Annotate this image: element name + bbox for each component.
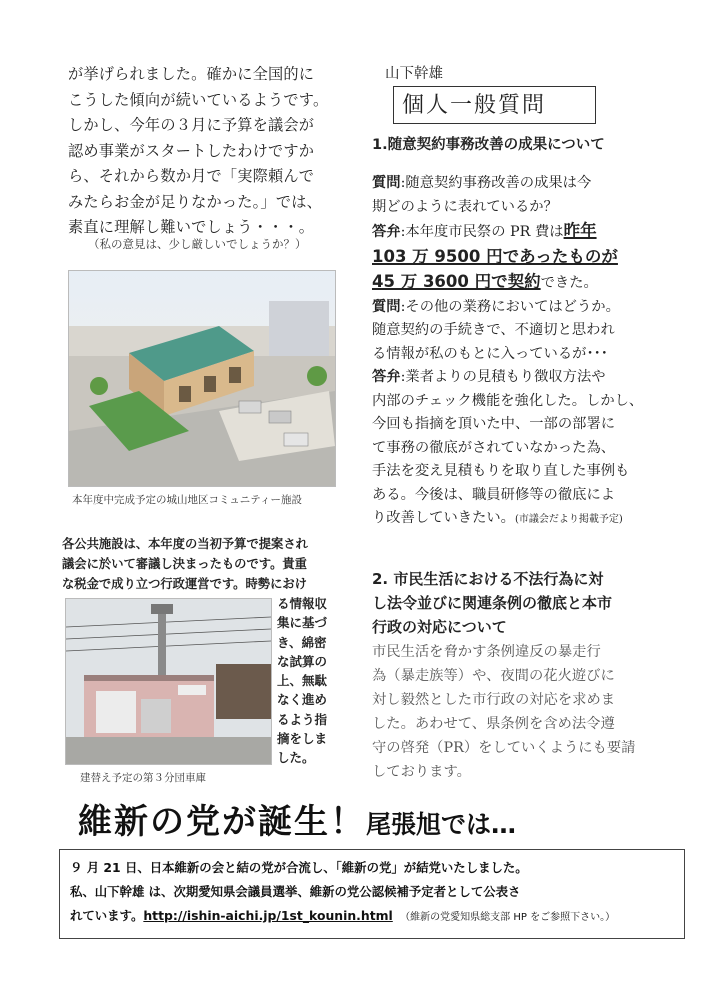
a2-line: 今回も指摘を頂いた中、一部の部署に: [372, 416, 616, 432]
side-paragraph-line: した。: [277, 750, 315, 766]
q1-text: :随意契約事務改善の成果は今: [400, 175, 592, 191]
a1-text: :本年度市民祭の PR 費は: [400, 224, 564, 240]
paragraph-line: ら、それから数か月で「実際頼んで: [68, 167, 315, 185]
paragraph-line: しかし、今年の３月に予算を議会が: [68, 116, 315, 134]
left-paragraph: [68, 62, 368, 241]
paragraph-line: 認め事業がスタートしたわけですか: [68, 141, 315, 160]
a2-line: 内部のチェック機能を強化した。しかし、: [372, 392, 644, 409]
bold-paragraph-line: 議会に於いて審議し決まったものです。貴重: [62, 557, 307, 571]
paragraph-line: みたらお金が足りなかった。」では、: [68, 192, 322, 211]
photo2-caption: 建替え予定の第３分団車庫: [80, 772, 206, 784]
a2-line: ある。今後は、職員研修等の徹底によ: [372, 486, 616, 503]
paragraph-line: こうした傾向が続いているようです。: [68, 90, 329, 109]
a1-highlight-3: 45 万 3600 円で契約: [372, 272, 541, 291]
side-paragraph-line: な試算の: [277, 653, 328, 669]
side-paragraph: [277, 594, 347, 768]
q1-text-cont: 期どのように表れているか？: [372, 198, 558, 215]
q2-line: 随意契約の手続きで、不適切と思われ: [372, 322, 615, 338]
q2-label: 質問: [372, 298, 401, 315]
paragraph-line: が挙げられました。確かに全国的に: [68, 65, 315, 83]
community-facility-illustration: [69, 271, 335, 486]
section1-title: 1.随意契約事務改善の成果について: [372, 137, 605, 153]
paragraph-line: 素直に理解し難いでしょう・・・。: [68, 218, 315, 236]
side-paragraph-line: 集に基づ: [277, 615, 328, 631]
banner-main: 維新の党が誕生！: [78, 802, 366, 842]
bold-paragraph-line: 各公共施設は、本年度の当初予算で提案され: [62, 537, 308, 551]
a2-label: 答弁: [372, 369, 401, 385]
banner-sub: 尾張旭では…: [366, 810, 517, 839]
side-paragraph-line: 上、無駄: [277, 673, 328, 689]
side-paragraph-line: なく進め: [277, 692, 328, 708]
community-facility-photo: [68, 270, 336, 487]
a1-highlight-1: 昨年: [563, 221, 597, 240]
section2-body-line: 市民生活を脅かす条例違反の暴走行: [372, 644, 601, 660]
section2-title-line: 2. 市民生活における不法行為に対: [372, 570, 604, 588]
section2-body-line: 対し毅然とした市行政の対応を求めま: [372, 692, 616, 708]
article-title: 個人一般質問: [393, 86, 596, 124]
q2-line: る情報が私のもとに入っているが･･･: [372, 345, 608, 362]
section2-body-line: した。あわせて、県条例を含め法令遵: [372, 716, 615, 732]
a2-line: 手法を変え見積もりを取り直した事例も: [372, 463, 630, 479]
bold-paragraph-line: な税金で成り立つ行政運営です。時勢におけ: [62, 577, 307, 591]
side-paragraph-line: る情報収: [277, 596, 328, 611]
announcement-line1: ９ 月 21 日、日本維新の会と結の党が合流し、「維新の党」が結党いたしました。: [70, 860, 528, 875]
section2-body-line: 守の啓発（PR）をしていくようにも要請: [372, 740, 636, 756]
fire-garage-photo: [65, 598, 272, 765]
fire-garage-illustration: [66, 599, 271, 764]
section2-body-line: 為（暴走族等）や、夜間の花火遊びに: [372, 668, 615, 684]
qa-block: [372, 172, 672, 532]
a2-note: (市議会だより掲載予定): [514, 514, 623, 525]
a1-highlight-2: 103 万 9500 円であったものが: [372, 246, 618, 266]
a1-text-end: できた。: [540, 275, 598, 291]
ishin-link[interactable]: http://ishin-aichi.jp/1st_kounin.html: [143, 908, 393, 923]
side-paragraph-line: 摘をしま: [277, 731, 328, 747]
section2-body: [372, 640, 672, 784]
side-paragraph-line: るよう指: [277, 711, 328, 727]
banner-headline: [78, 794, 678, 843]
section2-body-line: しております。: [372, 764, 471, 780]
link-note: （維新の党愛知県総支部 HP をご参照下さい。）: [405, 912, 616, 923]
section2-title-line: 行政の対応について: [372, 618, 507, 636]
a2-line: :業者よりの見積もり徴収方法や: [400, 369, 606, 385]
announcement-line3: れています。: [70, 908, 144, 923]
public-facility-paragraph: [62, 534, 342, 594]
a1-label: 答弁: [372, 224, 401, 240]
opinion-note: （私の意見は、少し厳しいでしょうか？）: [88, 237, 307, 251]
announcement-box: [59, 849, 685, 939]
side-paragraph-line: き、綿密: [277, 634, 327, 650]
a2-line: て事務の徹底がされていなかった為、: [372, 439, 616, 456]
photo1-caption: 本年度中完成予定の城山地区コミュニティー施設: [72, 494, 302, 506]
announcement-line2: 私、山下幹雄 は、次期愛知県会議員選挙、維新の党公認候補予定者として公表さ: [70, 884, 521, 899]
a2-last-line: り改善していきたい。: [372, 510, 515, 526]
q2-line: :その他の業務においてはどうか。: [400, 298, 620, 315]
q1-label: 質問: [372, 175, 401, 191]
section2-title-line: し法令並びに関連条例の徹底と本市: [372, 594, 613, 612]
section2-title: [372, 567, 682, 639]
author-name: 山下幹雄: [385, 66, 443, 82]
